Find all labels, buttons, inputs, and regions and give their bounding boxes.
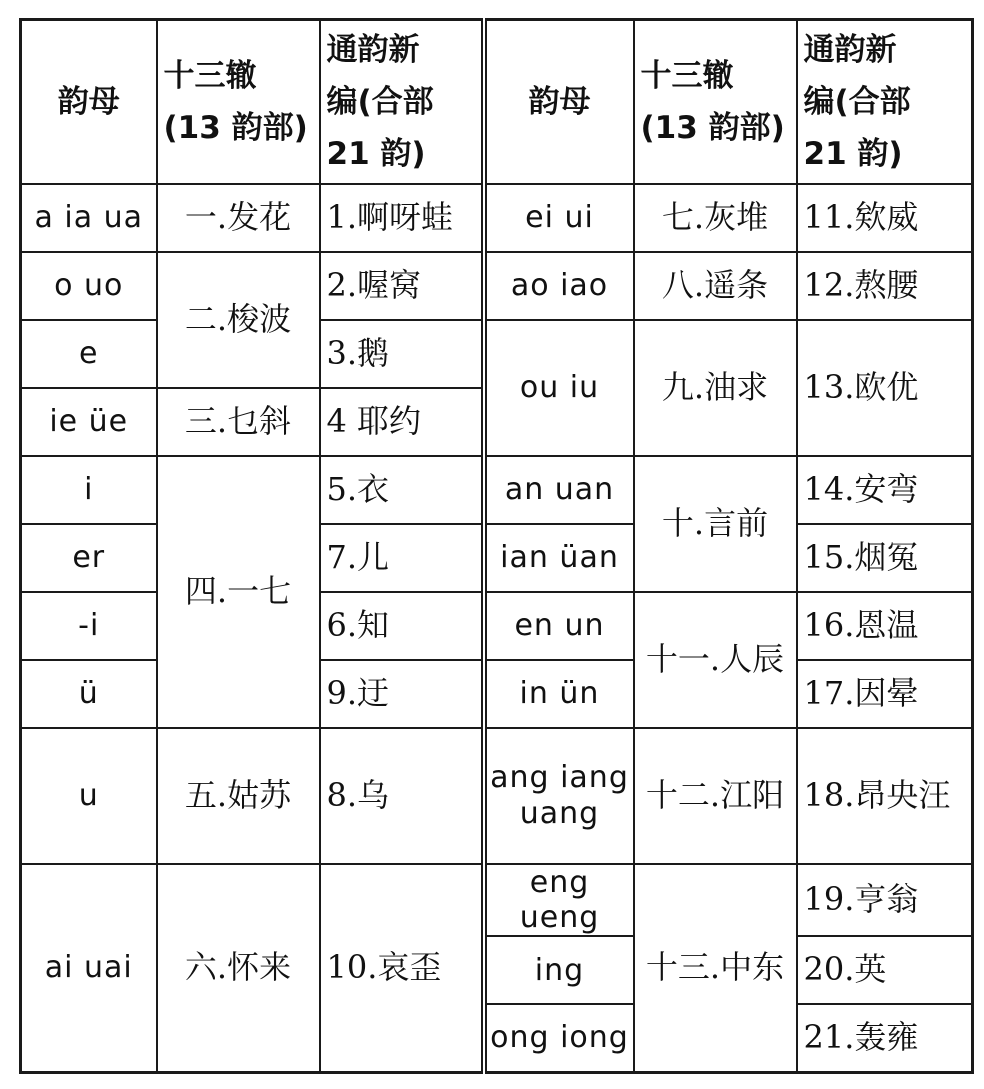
zhe-cell: 十.言前 (634, 456, 797, 592)
yun-cell: 7.儿 (320, 524, 484, 592)
header-tongyun-line3: 21 韵) (326, 135, 426, 172)
yun-cell: 2.喔窝 (320, 252, 484, 320)
header-tongyun-line2: 编(合部 (803, 83, 911, 120)
header-row (21, 20, 973, 184)
yun-cell: 4 耶约 (320, 388, 484, 456)
yun-cell: 8.乌 (320, 728, 484, 864)
zhe-cell: 四.一七 (157, 456, 320, 728)
finals-cell: ao iao (484, 252, 634, 320)
header-thirteen-line2: (13 韵部) (640, 109, 785, 146)
header-thirteen-line1: 十三辙 (163, 57, 257, 94)
header-finals-right: 韵母 (484, 20, 634, 184)
yun-cell: 14.安弯 (797, 456, 973, 524)
header-thirteen-line2: (13 韵部) (163, 109, 308, 146)
header-tongyun-line1: 通韵新 (326, 31, 420, 68)
header-tongyun-line3: 21 韵) (803, 135, 903, 172)
zhe-cell: 一.发花 (157, 184, 320, 252)
table-row (21, 252, 973, 320)
finals-cell: an uan (484, 456, 634, 524)
yun-cell: 16.恩温 (797, 592, 973, 660)
header-thirteen-left (157, 20, 320, 184)
yun-cell: 10.哀歪 (320, 864, 484, 1073)
yun-cell: 5.衣 (320, 456, 484, 524)
header-finals-left: 韵母 (21, 20, 157, 184)
yun-cell: 13.欧优 (797, 320, 973, 456)
zhe-cell: 八.遥条 (634, 252, 797, 320)
finals-cell: ong iong (484, 1004, 634, 1072)
finals-cell: er (21, 524, 157, 592)
finals-cell: -i (21, 592, 157, 660)
finals-cell: eng ueng (484, 864, 634, 937)
header-tongyun-right (797, 20, 973, 184)
header-tongyun-line2: 编(合部 (326, 83, 434, 120)
finals-cell (484, 728, 634, 864)
yun-cell: 11.欸威 (797, 184, 973, 252)
finals-cell: ei ui (484, 184, 634, 252)
table-row (21, 456, 973, 524)
finals-cell: in ün (484, 660, 634, 728)
yun-cell: 20.英 (797, 936, 973, 1004)
yun-cell: 6.知 (320, 592, 484, 660)
finals-cell: ing (484, 936, 634, 1004)
zhe-cell: 十三.中东 (634, 864, 797, 1073)
table-row (21, 728, 973, 864)
header-tongyun-left (320, 20, 484, 184)
finals-cell: e (21, 320, 157, 388)
zhe-cell: 十一.人辰 (634, 592, 797, 728)
yun-cell: 17.因晕 (797, 660, 973, 728)
zhe-cell: 七.灰堆 (634, 184, 797, 252)
zhe-cell: 三.乜斜 (157, 388, 320, 456)
finals-cell: en un (484, 592, 634, 660)
finals-cell: ou iu (484, 320, 634, 456)
header-thirteen-line1: 十三辙 (640, 57, 734, 94)
yun-cell: 21.轰雍 (797, 1004, 973, 1072)
yun-cell: 19.亨翁 (797, 864, 973, 937)
finals-line: uang (519, 795, 600, 831)
rhyme-table (19, 18, 974, 1074)
finals-cell: i (21, 456, 157, 524)
finals-cell: o uo (21, 252, 157, 320)
finals-cell: ie üe (21, 388, 157, 456)
table-row (21, 184, 973, 252)
zhe-cell: 六.怀来 (157, 864, 320, 1073)
header-tongyun-line1: 通韵新 (803, 31, 897, 68)
zhe-cell: 九.油求 (634, 320, 797, 456)
table-row (21, 864, 973, 937)
finals-cell: ai uai (21, 864, 157, 1073)
zhe-cell: 十二.江阳 (634, 728, 797, 864)
zhe-cell: 二.梭波 (157, 252, 320, 388)
yun-cell: 18.昂央汪 (797, 728, 973, 864)
yun-cell: 12.熬腰 (797, 252, 973, 320)
yun-cell: 1.啊呀蛙 (320, 184, 484, 252)
yun-cell: 3.鹅 (320, 320, 484, 388)
yun-cell: 9.迂 (320, 660, 484, 728)
finals-cell: a ia ua (21, 184, 157, 252)
finals-cell: ian üan (484, 524, 634, 592)
finals-cell: ü (21, 660, 157, 728)
header-thirteen-right (634, 20, 797, 184)
finals-cell: u (21, 728, 157, 864)
zhe-cell: 五.姑苏 (157, 728, 320, 864)
yun-cell: 15.烟冤 (797, 524, 973, 592)
finals-line: ang iang (490, 760, 629, 796)
